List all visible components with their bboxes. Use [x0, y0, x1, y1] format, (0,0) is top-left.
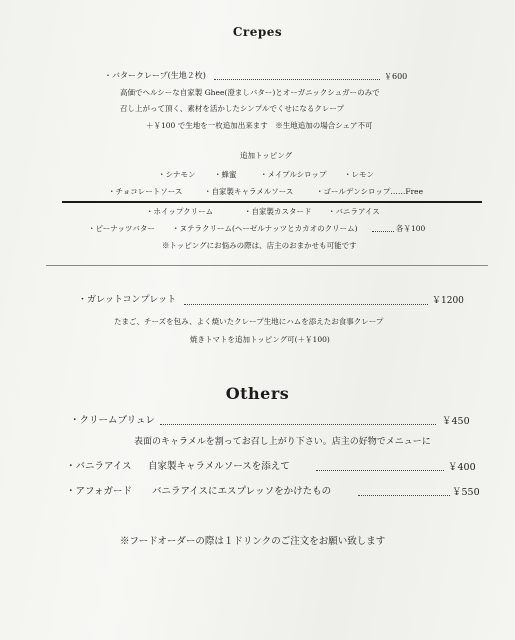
topping-cinnamon: ・シナモン [158, 170, 196, 179]
dot-leader [316, 470, 444, 471]
item-price-butter-crepe: ￥600 [384, 72, 408, 81]
dot-leader [214, 79, 380, 80]
item-desc-galette-1: たまご、チーズを包み、よく焼いたクレープ生地にハムを添えたお食事クレープ [114, 317, 384, 326]
toppings-price: 各￥100 [396, 224, 426, 233]
topping-whip: ・ホイップクリーム [146, 207, 214, 216]
topping-lemon: ・レモン [344, 170, 374, 179]
footer-note: ※フードオーダーの際は１ドリンクのご注文をお願い致します [120, 536, 386, 547]
topping-honey: ・蜂蜜 [214, 170, 237, 179]
divider-thin [46, 265, 488, 266]
item-desc-vanilla-ice: 自家製キャラメルソースを添えて [148, 461, 290, 472]
item-desc-butter-crepe-2: 召し上がって頂く、素材を活かしたシンプルでくせになるクレープ [120, 104, 344, 113]
item-desc-affogato: バニラアイスにエスプレッソをかけたもの [152, 486, 332, 497]
toppings-note: ※トッピングにお悩みの際は、店主のおまかせも可能です [162, 241, 357, 250]
section-title-crepes: Crepes [232, 25, 283, 39]
dot-leader [372, 231, 394, 232]
item-desc-galette-2: 焼きトマトを追加トッピング可(＋￥100) [190, 335, 330, 344]
topping-golden-syrup: ・ゴールデンシロップ……Free [316, 187, 424, 196]
item-price-vanilla-ice: ￥400 [448, 462, 476, 473]
item-desc-butter-crepe-1: 高価でヘルシーな自家製 Ghee(澄ましバター)とオーガニックシュガーのみで [120, 88, 380, 97]
topping-maple: ・メイプルシロップ [260, 170, 327, 179]
item-price-creme-brulee: ￥450 [442, 416, 470, 427]
section-title-others: Others [225, 384, 290, 403]
item-name-creme-brulee: ・クリームブリュレ [70, 415, 155, 426]
topping-vanilla-ice: ・バニラアイス [328, 207, 380, 216]
topping-caramel: ・自家製キャラメルソース [204, 187, 294, 196]
toppings-title: 追加トッピング [240, 151, 293, 160]
dot-leader [358, 495, 450, 496]
topping-choco: ・チョコレートソース [108, 187, 183, 196]
dot-leader [160, 424, 436, 425]
dot-leader [184, 304, 428, 305]
item-name-vanilla-ice: ・バニラアイス [66, 461, 132, 472]
item-note-butter-crepe: ＋￥100 で生地を一枚追加出来ます ※生地追加の場合シェア不可 [146, 121, 373, 130]
topping-nutella: ・ヌテラクリーム(ヘーゼルナッツとカカオのクリーム) [172, 224, 358, 233]
topping-custard: ・自家製カスタード [244, 207, 312, 216]
divider-thick [62, 201, 482, 203]
item-name-butter-crepe: ・バタークレープ(生地２枚) [104, 71, 206, 80]
item-name-galette: ・ガレットコンプレット [78, 295, 177, 305]
item-price-galette: ￥1200 [432, 296, 464, 306]
item-name-affogato: ・アフォガード [66, 486, 133, 497]
item-desc-creme-brulee: 表面のキャラメルを割ってお召し上がり下さい。店主の好物でメニューに [134, 437, 431, 447]
item-price-affogato: ￥550 [452, 487, 480, 498]
topping-peanut: ・ピーナッツバター [88, 224, 155, 233]
